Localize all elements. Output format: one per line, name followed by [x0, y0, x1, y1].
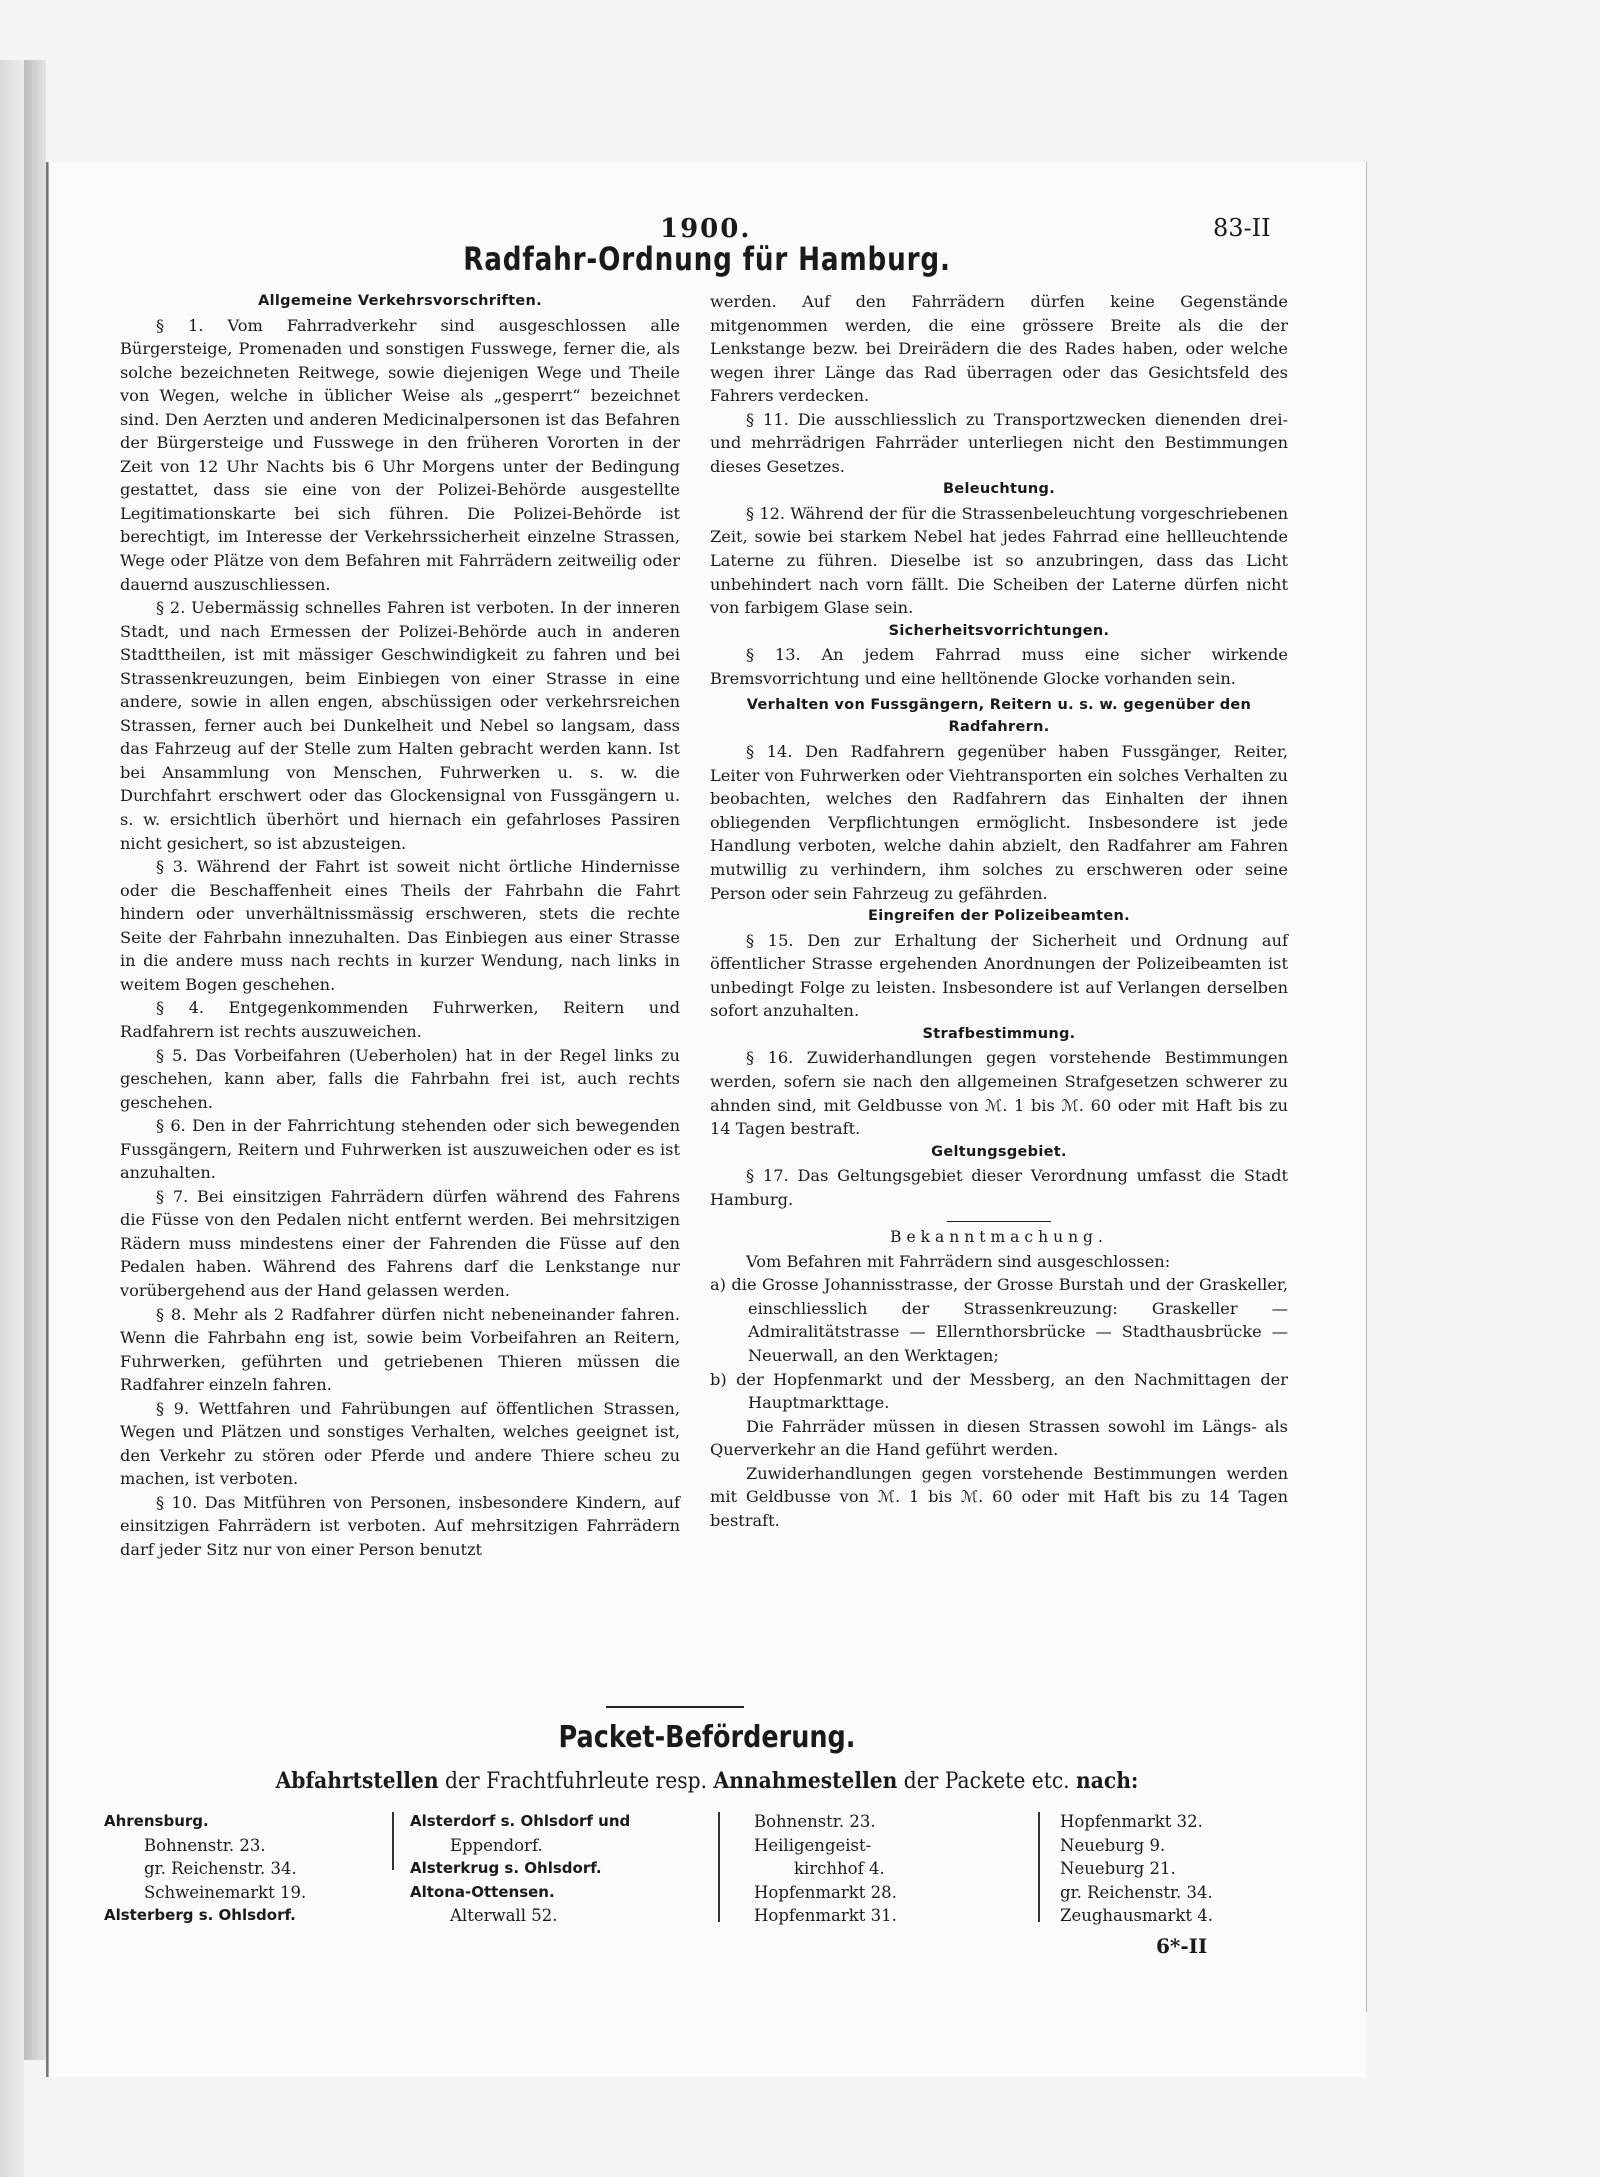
packet-entry: Bohnenstr. 23. — [144, 1835, 266, 1855]
packet-subtitle — [101, 1768, 1314, 1794]
short-rule — [947, 1221, 1051, 1222]
packet-column-1 — [104, 1810, 384, 1928]
packet-entry: gr. Reichenstr. 34. — [1060, 1882, 1213, 1902]
section-heading: Verhalten von Fussgängern, Reitern u. s. w. gegenüber den Radfahrern. — [746, 697, 1252, 736]
document-page — [46, 162, 1366, 2077]
paragraph: § 16. Zuwiderhandlungen gegen vorstehende Bestimmungen werden, sofern sie nach den allgemeinen Strafgesetzen schwerer zu ahnden sind, mit Geldbusse von ℳ. 1 bis ℳ. 60 oder mit Haft bis zu 14 Tagen bestraft. — [710, 1048, 1288, 1139]
paragraph: § 1. Vom Fahrradverkehr sind ausgeschlossen alle Bürgersteige, Promenaden und sonstigen Fusswege, ferner die, als solche bezeichneten Reitwege, sowie diejenigen Wege und Theile von Wegen, welche in üblicher Weise als „gesperrt“ bezeichnet sind. Den Aerzten und anderen Medicinalpersonen ist das Befahren der Bürgersteige und Fusswege in den früheren Vororten in der Zeit von 12 Uhr Nachts bis 6 Uhr Morgens unter der Bedingung gestattet, dass sie eine von der Polizei-Behörde ausgestellte Legitimationskarte bei sich führen. Die Polizei-Behörde ist berechtigt, im Interesse der Verkehrssicherheit einzelne Strassen, Wege oder Plätze von dem Befahren mit Fahrrädern zeitweilig oder dauernd auszuschliessen. — [120, 315, 680, 594]
list-item: b) der Hopfenmarkt und der Messberg, an den Nachmittagen der Hauptmarkttage. — [710, 1369, 1288, 1413]
section-heading: Geltungsgebiet. — [931, 1143, 1067, 1160]
paragraph: § 8. Mehr als 2 Radfahrer dürfen nicht nebeneinander fahren. Wenn die Fahrbahn eng ist, sowie beim Vorbeifahren an Reitern, Fuhrwerken, geführten und getriebenen Thieren müssen die Radfahrer einzeln fahren. — [120, 1304, 680, 1395]
subtitle-part: der Packete etc. — [897, 1769, 1077, 1794]
packet-entry: Heiligengeist- — [754, 1835, 872, 1855]
section-divider — [606, 1706, 744, 1708]
packet-entry: Alterwall 52. — [450, 1906, 558, 1926]
packet-entry: Altona-Ottensen. — [410, 1882, 555, 1901]
binding-strip — [24, 60, 46, 2060]
paragraph: § 7. Bei einsitzigen Fahrrädern dürfen während des Fahrens die Füsse von den Pedalen nicht entfernt werden. Bei mehrsitzigen Rädern muss mindestens einer der Fahrenden die Füsse auf den Pedalen haben. Während des Fahrens darf die Lenkstange nur vorübergehend aus der Hand gelassen werden. — [120, 1186, 680, 1300]
section-heading: Eingreifen der Polizeibeamten. — [868, 908, 1130, 925]
packet-column-3 — [754, 1810, 1014, 1928]
right-column — [710, 290, 1288, 1532]
packet-entry: Schweinemarkt 19. — [144, 1882, 307, 1902]
paragraph: § 14. Den Radfahrern gegenüber haben Fussgänger, Reiter, Leiter von Fuhrwerken oder Viehtransporten ein solches Verhalten zu beobachten, welches den Radfahrern das Einhalten der ihnen obliegenden Verpflichtungen ermöglicht. Insbesondere ist jede Handlung verboten, welche dahin abzielt, den Radfahrer am Fahren mutwillig zu verhindern, ihm solches zu erschweren oder seine Person oder sein Fahrzeug zu gefährden. — [710, 742, 1288, 903]
packet-entry: Neueburg 9. — [1060, 1835, 1166, 1855]
packet-title: Packet-Beförderung. — [558, 1720, 856, 1755]
column-rule — [718, 1812, 720, 1922]
packet-entry: Ahrensburg. — [104, 1812, 209, 1830]
page-title: Radfahr-Ordnung für Hamburg. — [463, 240, 951, 278]
list-item: a) die Grosse Johannisstrasse, der Grosse Burstah und der Graskeller, einschliesslich der Strassenkreuzung: Graskeller — Admiralitätstrasse — Ellernthorsbrücke — Stadthausbrücke — Neuerwall, an den Werktagen; — [710, 1275, 1288, 1365]
packet-entry: Alsterkrug s. Ohlsdorf. — [410, 1859, 602, 1878]
paragraph: § 2. Uebermässig schnelles Fahren ist verboten. In der inneren Stadt, und nach Ermessen der Polizei-Behörde auch in anderen Stadttheilen, ist mit mässiger Geschwindigkeit zu fahren und bei Strassenkreuzungen, beim Einbiegen von einer Strasse in eine andere, sowie in allen engen, abschüssigen oder verkehrsreichen Strassen, ferner auch bei Dunkelheit und Nebel so langsam, dass das Fahrzeug auf der Stelle zum Halten gebracht werden kann. Ist bei Ansammlung von Menschen, Fuhrwerken u. s. w. die Durchfahrt erschwert oder das Glockensignal von Fussgängern u. s. w. ersichtlich überhört und hiernach ein gefahrloses Passiren nicht gesichert, so ist abzusteigen. — [120, 598, 680, 853]
paragraph: § 13. An jedem Fahrrad muss eine sicher wirkende Bremsvorrichtung und eine helltönende Glocke vorhanden sein. — [710, 645, 1288, 688]
paragraph: § 11. Die ausschliesslich zu Transportzwecken dienenden drei- und mehrrädrigen Fahrräder unterliegen nicht den Bestimmungen dieses Gesetzes. — [710, 409, 1288, 476]
section-heading: Sicherheitsvorrichtungen. — [888, 622, 1110, 639]
paragraph: § 17. Das Geltungsgebiet dieser Verordnung umfasst die Stadt Hamburg. — [710, 1166, 1288, 1209]
packet-entry: Hopfenmarkt 32. — [1060, 1812, 1203, 1831]
year: 1900. — [660, 214, 752, 244]
packet-entry: Eppendorf. — [450, 1835, 543, 1855]
column-rule — [1038, 1812, 1040, 1922]
paragraph: § 4. Entgegenkommenden Fuhrwerken, Reitern und Radfahrern ist rechts auszuweichen. — [120, 998, 680, 1041]
page-number: 83-II — [1213, 214, 1271, 242]
announcement-title: Bekanntmachung. — [890, 1228, 1108, 1247]
paragraph: § 10. Das Mitführen von Personen, insbesondere Kindern, auf einsitzigen Fahrrädern ist verboten. Auf mehrsitzigen Fahrrädern darf jeder Sitz nur von einer Person benutzt — [120, 1492, 680, 1559]
left-column — [120, 290, 680, 1562]
packet-entry: Hopfenmarkt 31. — [754, 1906, 897, 1926]
packet-entry: Zeughausmarkt 4. — [1060, 1906, 1213, 1926]
paragraph: werden. Auf den Fahrrädern dürfen keine Gegenstände mitgenommen werden, die eine grössere Breite als die der Lenkstange bezw. bei Dreirädern die des Rades haben, oder welche wegen ihrer Länge das Rad überragen oder das Gesichtsfeld des Fahrers verdecken. — [710, 292, 1288, 406]
packet-entry: Hopfenmarkt 28. — [754, 1882, 897, 1902]
packet-entry: Alsterdorf s. Ohlsdorf und — [410, 1812, 631, 1830]
paragraph: § 12. Während der für die Strassenbeleuchtung vorgeschriebenen Zeit, sowie bei starkem Nebel hat jedes Fahrrad eine hellleuchtende Laterne zu führen. Dieselbe ist so anzubringen, dass das Licht unbehindert nach vorn fällt. Die Scheiben der Laterne dürfen nicht von farbigem Glase sein. — [710, 503, 1288, 618]
packet-column-2 — [410, 1810, 710, 1928]
subtitle-part: nach: — [1076, 1768, 1139, 1794]
section-heading: Beleuchtung. — [943, 481, 1055, 498]
subtitle-part: Abfahrtstellen — [275, 1768, 439, 1794]
column-rule — [392, 1812, 394, 1870]
binding-edge — [0, 60, 24, 2177]
paragraph: § 15. Den zur Erhaltung der Sicherheit und Ordnung auf öffentlicher Strasse ergehenden Anordnungen der Polizeibeamten ist unbedingt Folge zu leisten. Insbesondere ist auf Verlangen derselben sofort anzuhalten. — [710, 930, 1288, 1021]
packet-entry: Alsterberg s. Ohlsdorf. — [104, 1906, 296, 1925]
paragraph: § 6. Den in der Fahrrichtung stehenden oder sich bewegenden Fussgängern, Reitern und Fuhrwerken ist auszuweichen oder es ist anzuhalten. — [120, 1116, 680, 1183]
paragraph: Die Fahrräder müssen in diesen Strassen sowohl im Längs- als Querverkehr an die Hand geführt werden. — [710, 1416, 1288, 1460]
subtitle-part: der Frachtfuhrleute resp. — [438, 1769, 714, 1794]
section-heading: Allgemeine Verkehrsvorschriften. — [258, 293, 542, 309]
paragraph: § 9. Wettfahren und Fahrübungen auf öffentlichen Strassen, Wegen und Plätzen und sonstiges Verhalten, welches geeignet ist, den Verkehr zu stören oder Pferde und andere Thiere scheu zu machen, ist verboten. — [120, 1398, 680, 1489]
packet-entry: kirchhof 4. — [794, 1859, 885, 1879]
paragraph: Zuwiderhandlungen gegen vorstehende Bestimmungen werden mit Geldbusse von ℳ. 1 bis ℳ. 60 oder mit Haft bis zu 14 Tagen bestraft. — [710, 1463, 1288, 1530]
paragraph: § 5. Das Vorbeifahren (Ueberholen) hat in der Regel links zu geschehen, kann aber, falls die Fahrbahn frei ist, auch rechts geschehen. — [120, 1045, 680, 1112]
packet-entry: gr. Reichenstr. 34. — [144, 1859, 297, 1879]
subtitle-part: Annahmestellen — [713, 1768, 898, 1794]
signature-mark: 6*-II — [1156, 1934, 1208, 1958]
paragraph: Vom Befahren mit Fahrrädern sind ausgeschlossen: — [746, 1251, 1171, 1271]
section-heading: Strafbestimmung. — [922, 1025, 1076, 1042]
paragraph: § 3. Während der Fahrt ist soweit nicht örtliche Hindernisse oder die Beschaffenheit eines Theils der Fahrbahn die Fahrt hindern oder unverhältnissmässig erschweren, stets die rechte Seite der Fahrbahn innezuhalten. Das Einbiegen aus einer Strasse in die andere muss nach rechts in kurzer Wendung, nach links in weitem Bogen geschehen. — [120, 857, 680, 994]
packet-column-4 — [1060, 1810, 1300, 1928]
packet-entry: Neueburg 21. — [1060, 1859, 1176, 1879]
packet-entry: Bohnenstr. 23. — [754, 1812, 876, 1831]
